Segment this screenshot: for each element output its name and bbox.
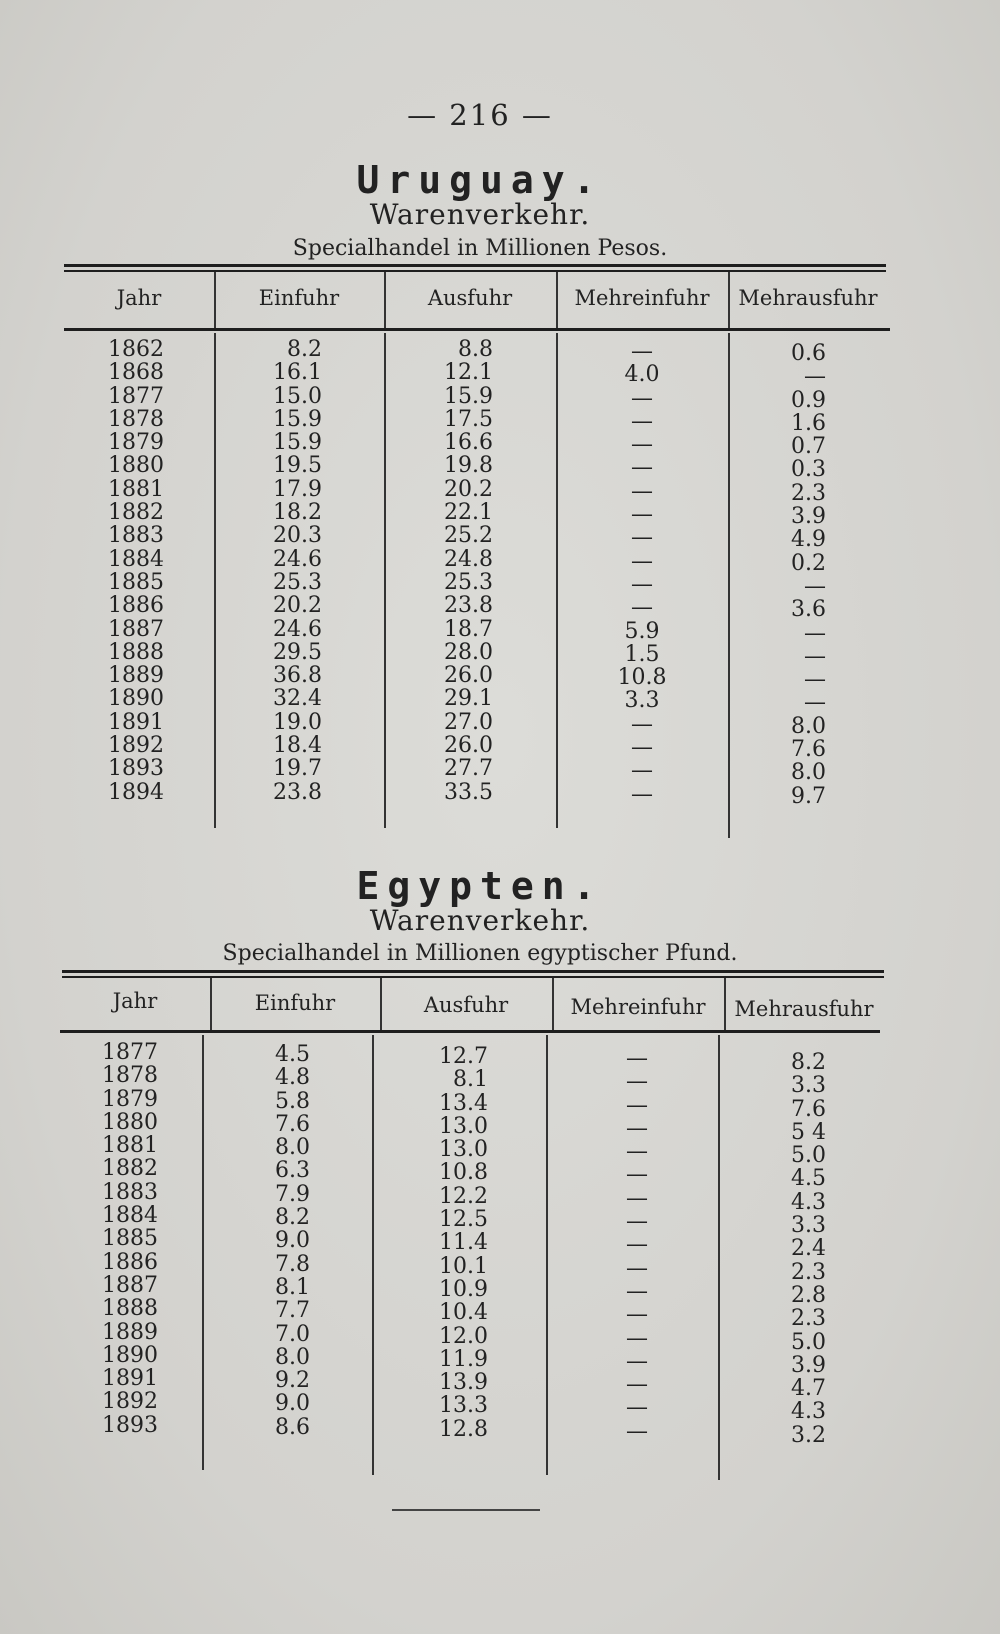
table-cell: 0.9 bbox=[791, 387, 826, 413]
table-cell: 4.3 bbox=[791, 1399, 826, 1425]
table-cell: 24.6 bbox=[273, 616, 322, 642]
table-cell: 4.0 bbox=[624, 362, 660, 388]
table-cell: 1889 bbox=[102, 1319, 158, 1345]
uruguay-col-mehrausfuhr bbox=[770, 342, 826, 808]
table-cell: 1893 bbox=[102, 1412, 158, 1438]
table-cell: 8.0 bbox=[791, 713, 826, 739]
table-cell: 12.8 bbox=[439, 1416, 488, 1442]
table-cell: 8.1 bbox=[275, 1274, 310, 1300]
egypten-header-divider-1 bbox=[210, 978, 212, 1030]
table-cell: 29.1 bbox=[444, 686, 493, 712]
table-cell: 1868 bbox=[108, 360, 164, 386]
table-cell: 10.4 bbox=[439, 1300, 488, 1326]
uruguay-col-divider-1 bbox=[214, 333, 216, 828]
table-cell: 1885 bbox=[102, 1226, 158, 1252]
uruguay-header-mehrausfuhr: Mehrausfuhr bbox=[738, 286, 878, 310]
uruguay-header-divider-2 bbox=[384, 272, 386, 328]
table-cell: 5.0 bbox=[791, 1143, 826, 1169]
egypten-col-einfuhr bbox=[258, 1043, 310, 1439]
uruguay-subtitle: Warenverkehr. bbox=[369, 198, 591, 231]
table-cell: 3.3 bbox=[791, 1073, 826, 1099]
table-cell: 5.0 bbox=[791, 1329, 826, 1355]
table-cell: 25.2 bbox=[444, 523, 493, 549]
egypten-col-divider-2 bbox=[372, 1035, 374, 1475]
table-cell: 15.9 bbox=[273, 430, 322, 456]
table-cell: 0.3 bbox=[791, 457, 826, 483]
table-cell: 27.0 bbox=[444, 709, 493, 735]
egypten-header-divider-2 bbox=[380, 978, 382, 1030]
egypten-col-mehrausfuhr bbox=[780, 1051, 826, 1447]
egypten-col-divider-1 bbox=[202, 1035, 204, 1470]
table-cell: — bbox=[626, 1418, 648, 1444]
table-cell: — bbox=[631, 432, 653, 458]
table-cell: 1893 bbox=[108, 756, 164, 782]
table-cell: 1894 bbox=[108, 779, 164, 805]
uruguay-col-einfuhr bbox=[250, 338, 322, 804]
uruguay-col-mehreinfuhr bbox=[606, 340, 678, 806]
table-cell: — bbox=[804, 690, 826, 716]
uruguay-col-divider-4 bbox=[728, 333, 730, 838]
table-cell: — bbox=[626, 1395, 648, 1421]
uruguay-col-divider-2 bbox=[384, 333, 386, 828]
table-cell: 29.5 bbox=[273, 639, 322, 665]
table-cell: 7.9 bbox=[275, 1181, 310, 1207]
table-cell: 1887 bbox=[102, 1272, 158, 1298]
table-cell: 22.1 bbox=[444, 500, 493, 526]
table-cell: — bbox=[626, 1115, 648, 1141]
table-cell: 5.8 bbox=[275, 1088, 310, 1114]
table-cell: 2.4 bbox=[791, 1236, 826, 1262]
table-cell: 1877 bbox=[102, 1040, 158, 1065]
table-cell: 1883 bbox=[108, 523, 164, 549]
table-cell: 26.0 bbox=[444, 733, 493, 759]
table-cell: 18.7 bbox=[444, 616, 493, 642]
table-cell: 15.9 bbox=[273, 406, 322, 432]
table-cell: 2.3 bbox=[791, 480, 826, 506]
egypten-top-rule-thin bbox=[62, 976, 884, 978]
table-cell: 26.0 bbox=[444, 663, 493, 689]
table-cell: 13.9 bbox=[439, 1370, 488, 1396]
table-cell: 1891 bbox=[102, 1366, 158, 1392]
table-cell: 8.1 bbox=[453, 1067, 488, 1093]
egypten-header-rule bbox=[60, 1030, 880, 1033]
footer-rule bbox=[392, 1509, 540, 1511]
table-cell: — bbox=[631, 548, 653, 574]
table-cell: 20.2 bbox=[444, 476, 493, 502]
table-cell: 1880 bbox=[108, 453, 164, 479]
egypten-header-jahr: Jahr bbox=[112, 989, 158, 1013]
table-cell: 12.1 bbox=[444, 360, 493, 386]
table-cell: 20.2 bbox=[273, 593, 322, 619]
egypten-header-einfuhr: Einfuhr bbox=[254, 991, 336, 1015]
table-cell: 36.8 bbox=[273, 663, 322, 689]
table-cell: 9.2 bbox=[275, 1368, 310, 1394]
table-cell: 1887 bbox=[108, 616, 164, 642]
table-cell: 15.0 bbox=[273, 383, 322, 409]
egypten-col-jahr bbox=[94, 1041, 158, 1437]
table-cell: — bbox=[631, 758, 653, 784]
table-cell: 25.3 bbox=[444, 569, 493, 595]
egypten-col-ausfuhr bbox=[430, 1045, 488, 1441]
table-cell: — bbox=[626, 1162, 648, 1188]
table-cell: 2.8 bbox=[791, 1282, 826, 1308]
table-cell: — bbox=[631, 525, 653, 551]
uruguay-header-rule bbox=[64, 328, 890, 331]
egypten-header-mehreinfuhr: Mehreinfuhr bbox=[570, 995, 706, 1019]
table-cell: 28.0 bbox=[444, 639, 493, 665]
table-cell: 4.5 bbox=[791, 1166, 826, 1192]
uruguay-top-rule bbox=[64, 264, 886, 267]
table-cell: 3.9 bbox=[791, 1352, 826, 1378]
egypten-title: Egypten. bbox=[356, 864, 604, 908]
table-cell: 1892 bbox=[108, 733, 164, 759]
table-cell: 13.4 bbox=[439, 1090, 488, 1116]
table-cell: 1.6 bbox=[791, 410, 826, 436]
table-cell: — bbox=[804, 573, 826, 599]
uruguay-col-divider-3 bbox=[556, 333, 558, 828]
table-cell: — bbox=[804, 364, 826, 390]
table-cell: 1889 bbox=[108, 663, 164, 689]
table-cell: 16.1 bbox=[273, 360, 322, 386]
table-cell: — bbox=[631, 455, 653, 481]
table-cell: 0.6 bbox=[791, 341, 826, 366]
table-cell: 12.5 bbox=[439, 1207, 488, 1233]
table-cell: 8.2 bbox=[791, 1050, 826, 1075]
table-cell: 4.5 bbox=[275, 1042, 310, 1067]
table-cell: — bbox=[626, 1185, 648, 1211]
egypten-header-ausfuhr: Ausfuhr bbox=[423, 993, 509, 1017]
table-cell: 1883 bbox=[102, 1179, 158, 1205]
table-cell: 16.6 bbox=[444, 430, 493, 456]
table-cell: 3.6 bbox=[791, 597, 826, 623]
uruguay-header-divider-4 bbox=[728, 272, 730, 328]
table-cell: 32.4 bbox=[273, 686, 322, 712]
table-cell: 1877 bbox=[108, 383, 164, 409]
table-cell: 23.8 bbox=[273, 779, 322, 805]
table-cell: 1884 bbox=[108, 546, 164, 572]
table-cell: 12.2 bbox=[439, 1183, 488, 1209]
table-cell: 10.8 bbox=[617, 665, 667, 691]
table-cell: 4.9 bbox=[791, 527, 826, 553]
table-cell: 1878 bbox=[108, 406, 164, 432]
table-cell: 7.6 bbox=[275, 1111, 310, 1137]
table-cell: — bbox=[626, 1325, 648, 1351]
table-cell: 10.9 bbox=[439, 1276, 488, 1302]
table-cell: 1884 bbox=[102, 1203, 158, 1229]
table-cell: 6.3 bbox=[275, 1158, 310, 1184]
table-cell: — bbox=[626, 1046, 648, 1071]
table-cell: 1878 bbox=[102, 1063, 158, 1089]
table-cell: 4.7 bbox=[791, 1376, 826, 1402]
table-cell: 8.0 bbox=[275, 1135, 310, 1161]
table-cell: 3.3 bbox=[791, 1213, 826, 1239]
uruguay-header-ausfuhr: Ausfuhr bbox=[427, 286, 513, 310]
table-cell: 25.3 bbox=[273, 569, 322, 595]
table-cell: 1.5 bbox=[624, 641, 660, 667]
table-cell: — bbox=[626, 1139, 648, 1165]
table-cell: — bbox=[631, 735, 653, 761]
table-cell: 10.1 bbox=[439, 1253, 488, 1279]
table-cell: — bbox=[626, 1302, 648, 1328]
table-cell: 1892 bbox=[102, 1389, 158, 1415]
table-cell: 1879 bbox=[108, 430, 164, 456]
table-cell: 3.2 bbox=[791, 1422, 826, 1448]
table-cell: — bbox=[631, 595, 653, 621]
uruguay-header-jahr: Jahr bbox=[116, 286, 162, 310]
table-cell: — bbox=[626, 1372, 648, 1398]
table-cell: 1888 bbox=[108, 639, 164, 665]
table-cell: — bbox=[626, 1209, 648, 1235]
table-cell: 9.0 bbox=[275, 1228, 310, 1254]
table-cell: 2.3 bbox=[791, 1306, 826, 1332]
egypten-unit: Specialhandel in Millionen egyptischer Pfund. bbox=[222, 941, 738, 966]
uruguay-col-ausfuhr bbox=[418, 338, 493, 804]
table-cell: 1890 bbox=[102, 1342, 158, 1368]
table-cell: 1881 bbox=[102, 1133, 158, 1159]
table-cell: — bbox=[626, 1348, 648, 1374]
table-cell: 3.9 bbox=[791, 504, 826, 530]
table-cell: 4.8 bbox=[275, 1065, 310, 1091]
table-cell: 0.2 bbox=[791, 550, 826, 576]
table-cell: — bbox=[626, 1278, 648, 1304]
table-cell: 13.0 bbox=[439, 1137, 488, 1163]
egypten-col-divider-4 bbox=[718, 1035, 720, 1480]
table-cell: 1882 bbox=[108, 500, 164, 526]
table-cell: 11.4 bbox=[439, 1230, 488, 1256]
table-cell: — bbox=[631, 339, 653, 364]
table-cell: 19.0 bbox=[273, 709, 322, 735]
table-cell: 7.7 bbox=[275, 1298, 310, 1324]
table-cell: 12.0 bbox=[439, 1323, 488, 1349]
uruguay-col-jahr bbox=[100, 338, 164, 804]
table-cell: 33.5 bbox=[444, 779, 493, 805]
table-cell: — bbox=[631, 385, 653, 411]
egypten-header-divider-3 bbox=[552, 978, 554, 1030]
table-cell: 0.7 bbox=[791, 434, 826, 460]
uruguay-header-einfuhr: Einfuhr bbox=[258, 286, 340, 310]
table-cell: — bbox=[631, 408, 653, 434]
table-cell: 1886 bbox=[108, 593, 164, 619]
table-cell: 17.9 bbox=[273, 476, 322, 502]
table-cell: 1881 bbox=[108, 476, 164, 502]
table-cell: 13.3 bbox=[439, 1393, 488, 1419]
table-cell: — bbox=[804, 667, 826, 693]
egypten-header-mehrausfuhr: Mehrausfuhr bbox=[734, 997, 874, 1021]
table-cell: 27.7 bbox=[444, 756, 493, 782]
table-cell: 1886 bbox=[102, 1249, 158, 1275]
table-cell: 19.5 bbox=[273, 453, 322, 479]
table-cell: 7.8 bbox=[275, 1251, 310, 1277]
table-cell: 1885 bbox=[108, 569, 164, 595]
egypten-col-divider-3 bbox=[546, 1035, 548, 1475]
table-cell: 7.6 bbox=[791, 737, 826, 763]
table-cell: 20.3 bbox=[273, 523, 322, 549]
table-cell: 23.8 bbox=[444, 593, 493, 619]
table-cell: 24.6 bbox=[273, 546, 322, 572]
table-cell: 8.0 bbox=[275, 1344, 310, 1370]
egypten-col-mehreinfuhr bbox=[612, 1047, 662, 1443]
table-cell: 1880 bbox=[102, 1109, 158, 1135]
table-cell: 9.0 bbox=[275, 1391, 310, 1417]
table-cell: 1879 bbox=[102, 1086, 158, 1112]
table-cell: — bbox=[631, 571, 653, 597]
uruguay-title: Uruguay. bbox=[356, 158, 604, 202]
uruguay-header-mehreinfuhr: Mehreinfuhr bbox=[574, 286, 710, 310]
table-cell: — bbox=[631, 478, 653, 504]
table-cell: — bbox=[626, 1232, 648, 1258]
table-cell: — bbox=[804, 643, 826, 669]
table-cell: 2.3 bbox=[791, 1259, 826, 1285]
table-cell: 8.6 bbox=[275, 1414, 310, 1440]
table-cell: 1891 bbox=[108, 709, 164, 735]
table-cell: 8.2 bbox=[287, 337, 322, 362]
table-cell: 24.8 bbox=[444, 546, 493, 572]
table-cell: 19.7 bbox=[273, 756, 322, 782]
page-number: — 216 — bbox=[407, 98, 553, 132]
table-cell: 1882 bbox=[102, 1156, 158, 1182]
table-cell: — bbox=[626, 1069, 648, 1095]
table-cell: 8.0 bbox=[791, 760, 826, 786]
table-cell: 19.8 bbox=[444, 453, 493, 479]
table-cell: 7.6 bbox=[791, 1096, 826, 1122]
egypten-subtitle: Warenverkehr. bbox=[369, 904, 591, 937]
table-cell: 3.3 bbox=[624, 688, 660, 714]
table-cell: — bbox=[804, 620, 826, 646]
table-cell: 13.0 bbox=[439, 1113, 488, 1139]
table-cell: 7.0 bbox=[275, 1321, 310, 1347]
table-cell: 15.9 bbox=[444, 383, 493, 409]
egypten-top-rule bbox=[62, 970, 884, 973]
table-cell: 11.9 bbox=[439, 1346, 488, 1372]
table-cell: 18.4 bbox=[273, 733, 322, 759]
egypten-header-divider-4 bbox=[724, 978, 726, 1030]
table-cell: — bbox=[626, 1092, 648, 1118]
table-cell: 17.5 bbox=[444, 406, 493, 432]
uruguay-header-divider-3 bbox=[556, 272, 558, 328]
uruguay-header-divider-1 bbox=[214, 272, 216, 328]
table-cell: — bbox=[626, 1255, 648, 1281]
table-cell: — bbox=[631, 781, 653, 807]
table-cell: — bbox=[631, 502, 653, 528]
table-cell: 9.7 bbox=[791, 783, 826, 809]
uruguay-unit: Specialhandel in Millionen Pesos. bbox=[292, 236, 668, 261]
table-cell: 5 4 bbox=[791, 1119, 826, 1145]
table-cell: 12.7 bbox=[439, 1044, 488, 1069]
table-cell: 8.2 bbox=[275, 1205, 310, 1231]
table-cell: 4.3 bbox=[791, 1189, 826, 1215]
table-cell: 1862 bbox=[108, 337, 164, 362]
table-cell: 8.8 bbox=[458, 337, 493, 362]
table-cell: 5.9 bbox=[624, 618, 660, 644]
table-cell: 18.2 bbox=[273, 500, 322, 526]
table-cell: 1890 bbox=[108, 686, 164, 712]
table-cell: 10.8 bbox=[439, 1160, 488, 1186]
uruguay-top-rule-thin bbox=[64, 270, 886, 272]
table-cell: — bbox=[631, 711, 653, 737]
table-cell: 1888 bbox=[102, 1296, 158, 1322]
